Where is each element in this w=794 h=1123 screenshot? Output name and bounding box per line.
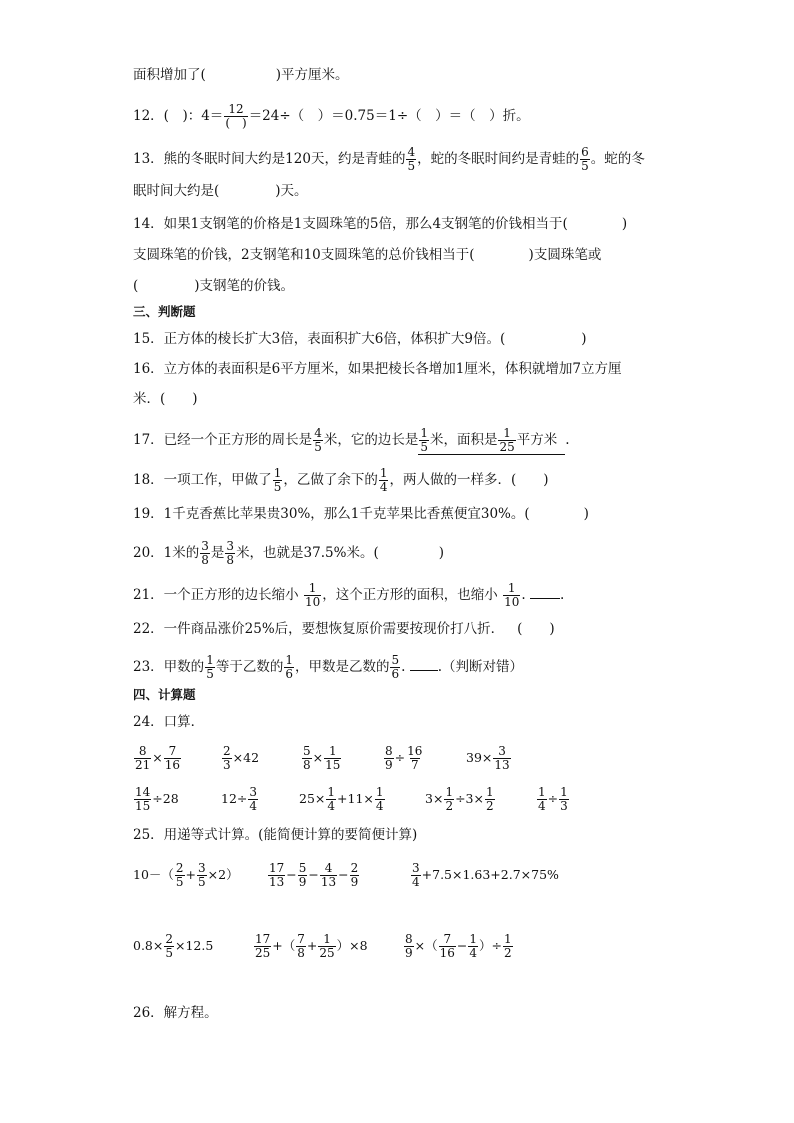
fraction: $\frac{1}{5}$: [206, 653, 214, 681]
question-20: 20．1米的 $\frac{3}{8}$ 是 $\frac{3}{8}$ 米，也就是37.5%米。( ): [133, 539, 444, 567]
fraction: 12 ( ): [225, 102, 247, 130]
fraction: $\frac{1}{5}$: [420, 426, 428, 454]
fraction: $\frac{1}{5}$: [273, 466, 282, 494]
calc-expression-6: $\frac{8}{9}$ ×（ $\frac{7}{16}$ − $\frac{1}{4}$ ）÷ $\frac{1}{2}$: [405, 932, 512, 960]
section-heading-calculation: 四、计算题: [133, 687, 196, 702]
question-13: 13．熊的冬眠时间大约是120天，约是青蛙的 $\frac{4}{5}$ ，蛇的冬眠时间约是青蛙的 $\frac{6}{5}$ 。蛇的冬: [133, 145, 645, 173]
question-18: 18．一项工作，甲做了 $\frac{1}{5}$ ，乙做了余下的 $\frac{1}{4}$ ，两人做的一样多．( ): [133, 466, 549, 494]
question-14-line3: ( )支钢笔的价钱。: [133, 278, 295, 294]
section-heading-judgement: 三、判断题: [133, 304, 196, 319]
question-13-line2: 眠时间大约是( )天。: [133, 183, 308, 199]
calc-expression-4: 0.8× $\frac{2}{5}$ ×12.5: [133, 932, 214, 960]
fraction: $\frac{1}{10}$: [504, 581, 520, 609]
question-15: 15．正方体的棱长扩大3倍，表面积扩大6倍，体积扩大9倍。( ): [133, 331, 587, 347]
answer-blank[interactable]: [530, 598, 560, 599]
fraction: $\frac{4}{5}$: [407, 145, 416, 173]
calc-expression-1: 10－（ $\frac{2}{5}$ + $\frac{3}{5}$ ×2）: [133, 861, 239, 889]
oral-calc-item: 25× $\frac{1}{4}$ +11× $\frac{1}{4}$: [299, 785, 384, 813]
underlined-answer: $\frac{1}{5}$ 米，面积是: [420, 426, 498, 454]
q11-tail: 面积增加了( )平方厘米。: [133, 67, 349, 83]
question-17: 17．已经一个正方形的周长是 $\frac{4}{5}$ 米，它的边长是 $\frac{1}{5}$ 米，面积是 $\frac{1}{25}$ 平方米 .: [133, 426, 570, 454]
question-14-line1: 14．如果1支钢笔的价格是1支圆珠笔的5倍，那么4支钢笔的价钱相当于( ): [133, 216, 628, 232]
fraction: $\frac{1}{6}$: [285, 653, 293, 681]
question-16-line2: 米．( ): [133, 391, 198, 407]
oral-calc-item: 39× $\frac{3}{13}$: [466, 744, 510, 772]
oral-calc-item: $\frac{1}{4}$ ÷ $\frac{1}{3}$: [538, 785, 568, 813]
oral-calc-item: $\frac{8}{21}$ × $\frac{7}{16}$: [135, 744, 181, 772]
calc-expression-3: $\frac{3}{4}$ +7.5×1.63+2.7×75%: [412, 861, 559, 889]
fraction: $\frac{6}{5}$: [581, 145, 589, 173]
oral-calc-item: 12÷ $\frac{3}{4}$: [221, 785, 258, 813]
fraction: $\frac{1}{25}$: [499, 426, 515, 454]
fraction: $\frac{4}{5}$: [314, 426, 322, 454]
question-16: 16．立方体的表面积是6平方厘米，如果把棱长各增加1厘米，体积就增加7立方厘: [133, 361, 622, 377]
fraction: $\frac{3}{8}$: [201, 539, 209, 567]
calc-expression-2: $\frac{17}{13}$ − $\frac{5}{9}$ − $\frac{4}{13}$ − $\frac{2}{9}$: [269, 861, 359, 889]
fraction: $\frac{3}{8}$: [226, 539, 235, 567]
underlined-answer: $\frac{1}{25}$ 平方米: [497, 427, 565, 455]
question-23: 23．甲数的 $\frac{1}{5}$ 等于乙数的 $\frac{1}{6}$ ，甲数是乙数的 $\frac{5}{6}$ . .（判断对错）: [133, 653, 523, 681]
question-22: 22．一件商品涨价25%后，要想恢复原价需要按现价打八折． ( ): [133, 621, 555, 637]
oral-calc-item: $\frac{2}{3}$ ×42: [223, 744, 260, 772]
oral-calc-item: $\frac{8}{9}$ ÷ $\frac{16}{7}$: [385, 744, 423, 772]
fraction: $\frac{1}{10}$: [304, 581, 321, 609]
question-21: 21．一个正方形的边长缩小 $\frac{1}{10}$ ，这个正方形的面积，也缩小 $\frac{1}{10}$ . .: [133, 581, 565, 609]
question-12: 12．( )：4＝ 12 ( ) ＝24÷（ ）＝0.75＝1÷（ ）＝（ ）折。: [133, 102, 530, 130]
fraction: $\frac{1}{4}$: [379, 466, 388, 494]
fraction: $\frac{5}{6}$: [391, 653, 400, 681]
oral-calc-item: $\frac{14}{15}$ ÷28: [135, 785, 179, 813]
answer-blank[interactable]: [410, 670, 438, 671]
question-24: 24．口算．: [133, 714, 205, 730]
question-25: 25．用递等式计算。(能简便计算的要简便计算): [133, 827, 418, 843]
question-14-line2: 支圆珠笔的价钱，2支钢笔和10支圆珠笔的总价钱相当于( )支圆珠笔或: [133, 247, 602, 263]
oral-calc-item: $\frac{5}{8}$ × $\frac{1}{15}$: [303, 744, 341, 772]
question-19: 19．1千克香蕉比苹果贵30%，那么1千克苹果比香蕉便宜30%。( ): [133, 506, 589, 522]
calc-expression-5: $\frac{17}{25}$ +（ $\frac{7}{8}$ + $\frac{1}{25}$ ）×8: [255, 932, 368, 960]
question-26: 26．解方程。: [133, 1005, 218, 1021]
oral-calc-item: 3× $\frac{1}{2}$ ÷3× $\frac{1}{2}$: [425, 785, 494, 813]
